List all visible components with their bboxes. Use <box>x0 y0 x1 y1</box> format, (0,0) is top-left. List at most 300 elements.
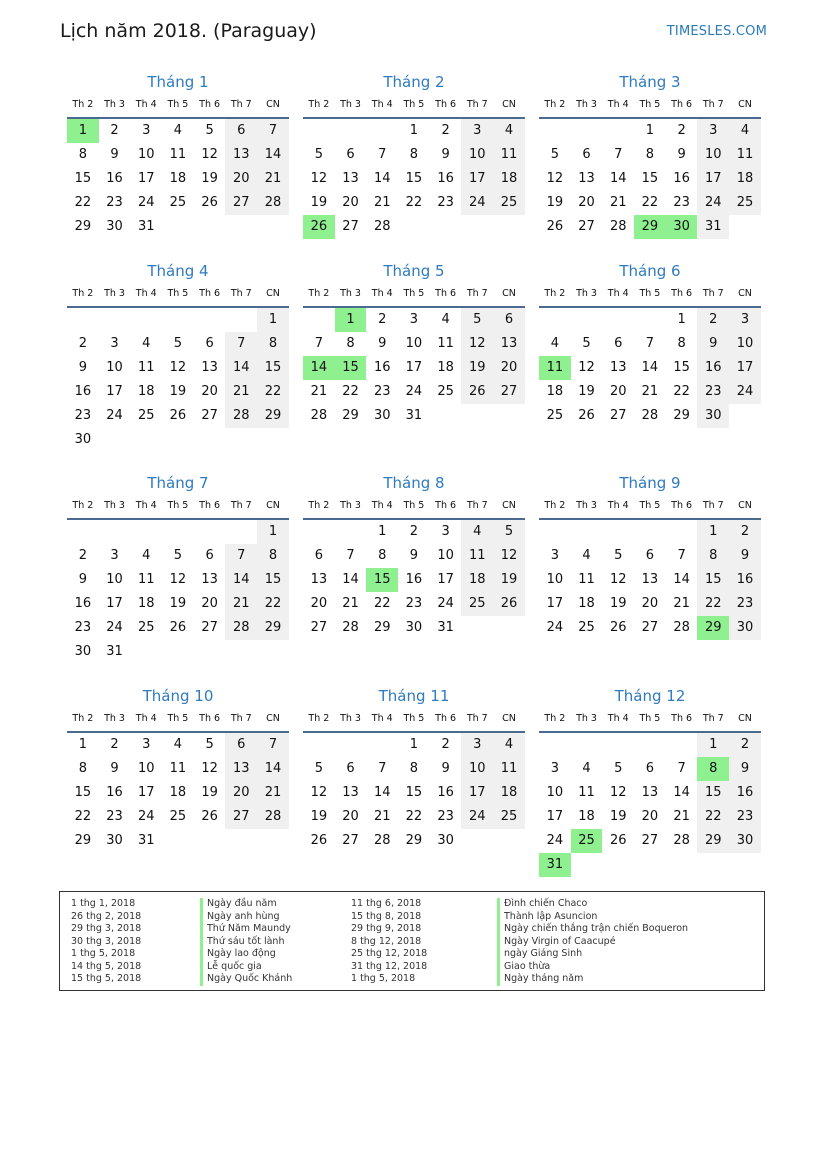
day-cell: 3 <box>461 733 493 757</box>
day-cell: 12 <box>201 147 218 162</box>
day-cell: 21 <box>257 781 289 805</box>
day-cell: 24 <box>729 380 761 404</box>
day-cell: 21 <box>225 592 257 616</box>
weekday-label: Th 4 <box>135 99 157 110</box>
weekday-label: Th 5 <box>167 99 189 110</box>
day-cell: 24 <box>405 384 423 399</box>
weekday-label: Th 5 <box>639 288 661 299</box>
month-block <box>539 71 761 239</box>
day-cell: 20 <box>342 809 359 824</box>
day-cell: 15 <box>74 171 92 186</box>
day-cell: 22 <box>373 596 391 611</box>
day-cell: 4 <box>582 761 591 776</box>
day-cell: 10 <box>137 147 155 162</box>
weekday-label: Th 2 <box>72 288 94 299</box>
weekday-label: Th 4 <box>371 713 393 724</box>
day-cell: 19 <box>201 171 218 186</box>
day-grid <box>539 733 761 877</box>
day-cell: 10 <box>461 143 493 167</box>
day-cell: 2 <box>78 336 87 351</box>
day-cell: 14 <box>373 785 391 800</box>
day-cell: 14 <box>342 572 359 587</box>
day-cell: 1 <box>645 123 655 138</box>
weekday-label: Th 5 <box>639 99 661 110</box>
holiday-day-cell: 14 <box>303 356 335 380</box>
day-cell: 20 <box>641 596 659 611</box>
day-cell: 13 <box>641 572 659 587</box>
weekday-label: Th 3 <box>576 99 597 110</box>
day-cell: 4 <box>493 733 525 757</box>
weekday-label: Th 6 <box>671 288 693 299</box>
day-cell: 25 <box>461 592 493 616</box>
empty-cell <box>571 520 603 544</box>
weekday-label: Th 2 <box>308 500 330 511</box>
day-grid <box>67 733 289 853</box>
day-cell: 30 <box>106 219 123 234</box>
day-cell: 9 <box>729 757 761 781</box>
day-cell: 26 <box>493 592 525 616</box>
day-cell: 1 <box>697 733 729 757</box>
day-cell: 25 <box>169 809 187 824</box>
empty-cell <box>366 733 398 757</box>
weekday-label: Th 5 <box>639 500 661 511</box>
day-cell: 3 <box>142 737 151 752</box>
empty-cell <box>130 520 162 544</box>
day-cell: 17 <box>697 167 729 191</box>
weekday-header <box>303 93 525 119</box>
day-cell: 2 <box>677 123 686 138</box>
day-cell: 19 <box>609 809 627 824</box>
day-cell: 18 <box>578 809 595 824</box>
day-cell: 15 <box>257 568 289 592</box>
day-cell: 13 <box>201 360 218 375</box>
day-cell: 13 <box>641 785 659 800</box>
weekday-label: Th 6 <box>199 713 221 724</box>
day-cell: 13 <box>225 143 257 167</box>
day-cell: 14 <box>673 785 690 800</box>
weekday-label: Th 5 <box>167 500 189 511</box>
day-grid <box>67 308 289 452</box>
day-cell: 16 <box>697 356 729 380</box>
weekday-label: Th 4 <box>607 99 629 110</box>
day-cell: 17 <box>546 809 564 824</box>
weekday-label: Th 2 <box>72 713 94 724</box>
weekday-label: CN <box>502 288 516 299</box>
day-cell: 8 <box>78 147 87 162</box>
legend-date: 1 thg 5, 2018 <box>351 973 416 984</box>
day-cell: 30 <box>729 616 761 640</box>
day-cell: 8 <box>257 332 289 356</box>
day-cell: 30 <box>74 644 92 659</box>
weekday-label: CN <box>502 500 516 511</box>
day-cell: 10 <box>546 785 564 800</box>
day-cell: 19 <box>578 384 595 399</box>
day-cell: 8 <box>409 761 419 776</box>
day-cell: 16 <box>74 596 92 611</box>
day-cell: 20 <box>225 781 257 805</box>
day-cell: 27 <box>493 380 525 404</box>
weekday-label: Th 6 <box>435 713 457 724</box>
weekday-label: Th 7 <box>230 288 252 299</box>
weekday-label: Th 5 <box>639 713 661 724</box>
day-cell: 6 <box>346 147 355 162</box>
empty-cell <box>303 119 335 143</box>
day-cell: 10 <box>106 572 123 587</box>
day-cell: 28 <box>641 408 659 423</box>
day-cell: 9 <box>78 360 87 375</box>
weekday-label: Th 3 <box>104 288 125 299</box>
day-cell: 10 <box>546 572 564 587</box>
weekday-label: Th 5 <box>167 713 189 724</box>
day-cell: 21 <box>673 809 690 824</box>
day-cell: 11 <box>578 785 595 800</box>
day-cell: 15 <box>405 785 423 800</box>
day-cell: 23 <box>697 380 729 404</box>
month-title: Tháng 12 <box>614 687 686 705</box>
day-cell: 6 <box>225 119 257 143</box>
empty-cell <box>539 520 571 544</box>
day-cell: 3 <box>441 524 450 539</box>
day-cell: 20 <box>310 596 328 611</box>
weekday-label: Th 4 <box>607 288 629 299</box>
day-cell: 4 <box>173 737 183 752</box>
empty-cell <box>99 520 131 544</box>
legend-date: 25 thg 12, 2018 <box>351 948 428 959</box>
legend-date: 14 thg 5, 2018 <box>71 960 142 972</box>
weekday-label: Th 4 <box>607 500 629 511</box>
weekday-label: Th 4 <box>135 288 157 299</box>
legend-holiday-name: Giao thừa <box>497 961 688 974</box>
day-cell: 1 <box>697 520 729 544</box>
day-cell: 22 <box>342 384 359 399</box>
month-title: Tháng 4 <box>147 262 209 280</box>
day-cell: 20 <box>201 596 218 611</box>
weekday-label: Th 5 <box>403 713 425 724</box>
day-cell: 30 <box>373 408 391 423</box>
day-cell: 9 <box>697 332 729 356</box>
day-cell: 5 <box>461 308 493 332</box>
day-cell: 3 <box>110 336 119 351</box>
day-cell: 6 <box>614 336 623 351</box>
day-cell: 6 <box>346 761 355 776</box>
day-cell: 11 <box>493 757 525 781</box>
weekday-label: Th 3 <box>340 713 361 724</box>
empty-cell <box>539 733 571 757</box>
day-cell: 21 <box>641 384 659 399</box>
day-cell: 1 <box>257 520 289 544</box>
day-cell: 26 <box>310 833 328 848</box>
weekday-label: Th 4 <box>135 500 157 511</box>
empty-cell <box>335 520 367 544</box>
month-block <box>303 472 525 640</box>
weekday-label: CN <box>502 713 516 724</box>
legend-holiday-name: Ngày anh hùng <box>200 911 292 924</box>
day-cell: 18 <box>437 360 454 375</box>
holiday-day-cell: 15 <box>366 568 398 592</box>
month-title: Tháng 2 <box>383 73 445 91</box>
weekday-label: Th 7 <box>230 713 252 724</box>
day-cell: 20 <box>609 384 627 399</box>
day-cell: 23 <box>437 809 454 824</box>
day-cell: 14 <box>609 171 627 186</box>
day-cell: 27 <box>225 191 257 215</box>
weekday-label: Th 6 <box>671 99 693 110</box>
weekday-label: Th 7 <box>466 288 488 299</box>
day-cell: 16 <box>729 568 761 592</box>
day-cell: 10 <box>137 761 155 776</box>
weekday-label: CN <box>502 99 516 110</box>
day-cell: 16 <box>673 171 690 186</box>
day-cell: 16 <box>437 785 454 800</box>
day-cell: 11 <box>169 761 187 776</box>
weekday-label: Th 7 <box>702 99 724 110</box>
weekday-label: Th 5 <box>403 288 425 299</box>
day-cell: 25 <box>493 805 525 829</box>
day-cell: 26 <box>461 380 493 404</box>
day-cell: 24 <box>546 833 564 848</box>
day-cell: 4 <box>441 312 450 327</box>
day-cell: 29 <box>342 408 359 423</box>
day-cell: 3 <box>550 548 559 563</box>
empty-cell <box>162 308 194 332</box>
day-cell: 6 <box>205 336 214 351</box>
day-cell: 21 <box>225 380 257 404</box>
day-cell: 21 <box>373 195 391 210</box>
day-cell: 11 <box>437 336 454 351</box>
day-cell: 29 <box>373 620 391 635</box>
weekday-label: Th 3 <box>576 288 597 299</box>
weekday-label: Th 7 <box>466 99 488 110</box>
day-cell: 12 <box>201 761 218 776</box>
weekday-label: Th 7 <box>230 500 252 511</box>
day-cell: 17 <box>106 384 123 399</box>
day-cell: 16 <box>373 360 391 375</box>
day-grid <box>67 520 289 664</box>
day-cell: 12 <box>310 171 328 186</box>
day-cell: 12 <box>310 785 328 800</box>
legend-date: 8 thg 12, 2018 <box>351 935 422 947</box>
day-cell: 19 <box>493 568 525 592</box>
day-cell: 17 <box>405 360 423 375</box>
day-cell: 5 <box>582 336 591 351</box>
day-cell: 11 <box>137 572 155 587</box>
day-cell: 27 <box>641 833 659 848</box>
month-block <box>539 685 761 877</box>
day-cell: 9 <box>441 147 450 162</box>
day-cell: 16 <box>106 785 123 800</box>
legend-date: 31 thg 12, 2018 <box>351 960 428 972</box>
day-cell: 15 <box>74 785 92 800</box>
day-cell: 7 <box>677 761 686 776</box>
day-cell: 21 <box>373 809 391 824</box>
weekday-label: Th 6 <box>435 500 457 511</box>
day-cell: 28 <box>257 191 289 215</box>
day-cell: 21 <box>609 195 627 210</box>
day-cell: 14 <box>257 757 289 781</box>
legend-holiday-name: Ngày lao động <box>200 948 292 961</box>
day-cell: 14 <box>257 143 289 167</box>
weekday-header <box>67 282 289 308</box>
day-cell: 16 <box>405 572 423 587</box>
legend-names-col-1 <box>200 898 292 986</box>
month-block <box>67 472 289 664</box>
day-cell: 9 <box>441 761 450 776</box>
day-cell: 24 <box>137 195 155 210</box>
day-cell: 8 <box>677 336 686 351</box>
day-cell: 18 <box>493 167 525 191</box>
day-cell: 14 <box>373 171 391 186</box>
day-grid <box>303 520 525 640</box>
day-cell: 1 <box>409 737 419 752</box>
day-cell: 21 <box>310 384 328 399</box>
weekday-label: Th 6 <box>199 99 221 110</box>
day-cell: 24 <box>106 620 123 635</box>
day-cell: 5 <box>314 761 323 776</box>
day-cell: 13 <box>225 757 257 781</box>
day-cell: 24 <box>461 191 493 215</box>
empty-cell <box>335 119 367 143</box>
holiday-legend <box>59 891 765 991</box>
day-cell: 20 <box>493 356 525 380</box>
day-cell: 7 <box>314 336 323 351</box>
day-cell: 5 <box>314 147 323 162</box>
day-cell: 27 <box>342 833 359 848</box>
day-cell: 1 <box>78 737 87 752</box>
day-cell: 17 <box>137 171 155 186</box>
day-cell: 25 <box>169 195 187 210</box>
empty-cell <box>194 520 226 544</box>
month-title: Tháng 3 <box>619 73 681 91</box>
day-cell: 7 <box>346 548 355 563</box>
day-cell: 16 <box>74 384 92 399</box>
day-cell: 24 <box>546 620 564 635</box>
legend-holiday-name: Ngày tháng năm <box>497 973 688 986</box>
day-cell: 20 <box>342 195 359 210</box>
day-cell: 7 <box>378 761 387 776</box>
legend-names-col-2 <box>497 898 688 986</box>
weekday-label: Th 2 <box>72 500 94 511</box>
day-cell: 29 <box>74 219 92 234</box>
empty-cell <box>194 308 226 332</box>
weekday-label: Th 4 <box>371 99 393 110</box>
day-cell: 6 <box>645 761 655 776</box>
day-cell: 10 <box>405 336 423 351</box>
day-cell: 30 <box>437 833 454 848</box>
day-cell: 11 <box>169 147 187 162</box>
day-cell: 13 <box>342 171 359 186</box>
weekday-header <box>303 282 525 308</box>
day-cell: 3 <box>461 119 493 143</box>
day-cell: 4 <box>173 123 183 138</box>
day-cell: 10 <box>106 360 123 375</box>
day-grid <box>303 119 525 239</box>
weekday-header <box>539 494 761 520</box>
day-cell: 12 <box>609 572 627 587</box>
day-grid <box>303 308 525 428</box>
day-cell: 8 <box>346 336 355 351</box>
weekday-label: Th 2 <box>308 713 330 724</box>
weekday-label: Th 3 <box>104 500 125 511</box>
day-cell: 10 <box>729 332 761 356</box>
day-grid <box>539 119 761 239</box>
day-cell: 12 <box>546 171 564 186</box>
day-cell: 24 <box>697 191 729 215</box>
day-cell: 21 <box>673 596 690 611</box>
legend-date: 15 thg 8, 2018 <box>351 910 422 922</box>
day-cell: 22 <box>641 195 659 210</box>
empty-cell <box>571 119 603 143</box>
day-cell: 25 <box>137 408 155 423</box>
holiday-day-cell: 8 <box>697 757 729 781</box>
empty-cell <box>602 308 634 332</box>
legend-holiday-name: Đình chiến Chaco <box>497 898 688 911</box>
day-cell: 22 <box>405 195 423 210</box>
weekday-label: Th 2 <box>544 500 566 511</box>
weekday-header <box>539 93 761 119</box>
weekday-label: Th 3 <box>104 713 125 724</box>
day-cell: 31 <box>137 219 155 234</box>
holiday-day-cell: 29 <box>697 616 729 640</box>
weekday-label: CN <box>738 713 752 724</box>
day-cell: 3 <box>729 308 761 332</box>
day-cell: 5 <box>173 548 183 563</box>
day-cell: 11 <box>137 360 155 375</box>
day-cell: 21 <box>342 596 359 611</box>
site-link[interactable]: TIMESLES.COM <box>666 24 767 39</box>
day-cell: 26 <box>169 408 187 423</box>
day-cell: 7 <box>378 147 387 162</box>
day-cell: 19 <box>609 596 627 611</box>
day-cell: 16 <box>106 171 123 186</box>
day-cell: 28 <box>342 620 359 635</box>
day-cell: 2 <box>78 548 87 563</box>
legend-date: 1 thg 5, 2018 <box>71 948 136 959</box>
day-cell: 12 <box>493 544 525 568</box>
day-cell: 18 <box>137 596 155 611</box>
weekday-label: Th 2 <box>308 99 330 110</box>
day-cell: 29 <box>257 616 289 640</box>
day-cell: 3 <box>110 548 119 563</box>
day-cell: 6 <box>314 548 323 563</box>
holiday-day-cell: 31 <box>539 853 571 877</box>
day-cell: 18 <box>169 785 187 800</box>
day-cell: 14 <box>225 568 257 592</box>
day-cell: 27 <box>310 620 328 635</box>
legend-date: 26 thg 2, 2018 <box>71 910 142 922</box>
month-title: Tháng 8 <box>383 474 445 492</box>
day-cell: 8 <box>257 544 289 568</box>
day-cell: 26 <box>546 219 564 234</box>
empty-cell <box>634 520 666 544</box>
day-cell: 8 <box>697 544 729 568</box>
day-cell: 5 <box>205 123 214 138</box>
day-cell: 25 <box>546 408 564 423</box>
day-cell: 29 <box>697 829 729 853</box>
day-cell: 15 <box>405 171 423 186</box>
day-cell: 24 <box>437 596 454 611</box>
month-title: Tháng 6 <box>619 262 681 280</box>
month-title: Tháng 1 <box>147 73 209 91</box>
day-cell: 23 <box>106 809 123 824</box>
day-cell: 6 <box>205 548 214 563</box>
day-cell: 4 <box>142 336 151 351</box>
day-cell: 16 <box>729 781 761 805</box>
weekday-label: Th 3 <box>576 713 597 724</box>
weekday-label: Th 2 <box>544 288 566 299</box>
weekday-label: Th 7 <box>230 99 252 110</box>
month-title: Tháng 9 <box>619 474 681 492</box>
day-cell: 9 <box>110 147 119 162</box>
